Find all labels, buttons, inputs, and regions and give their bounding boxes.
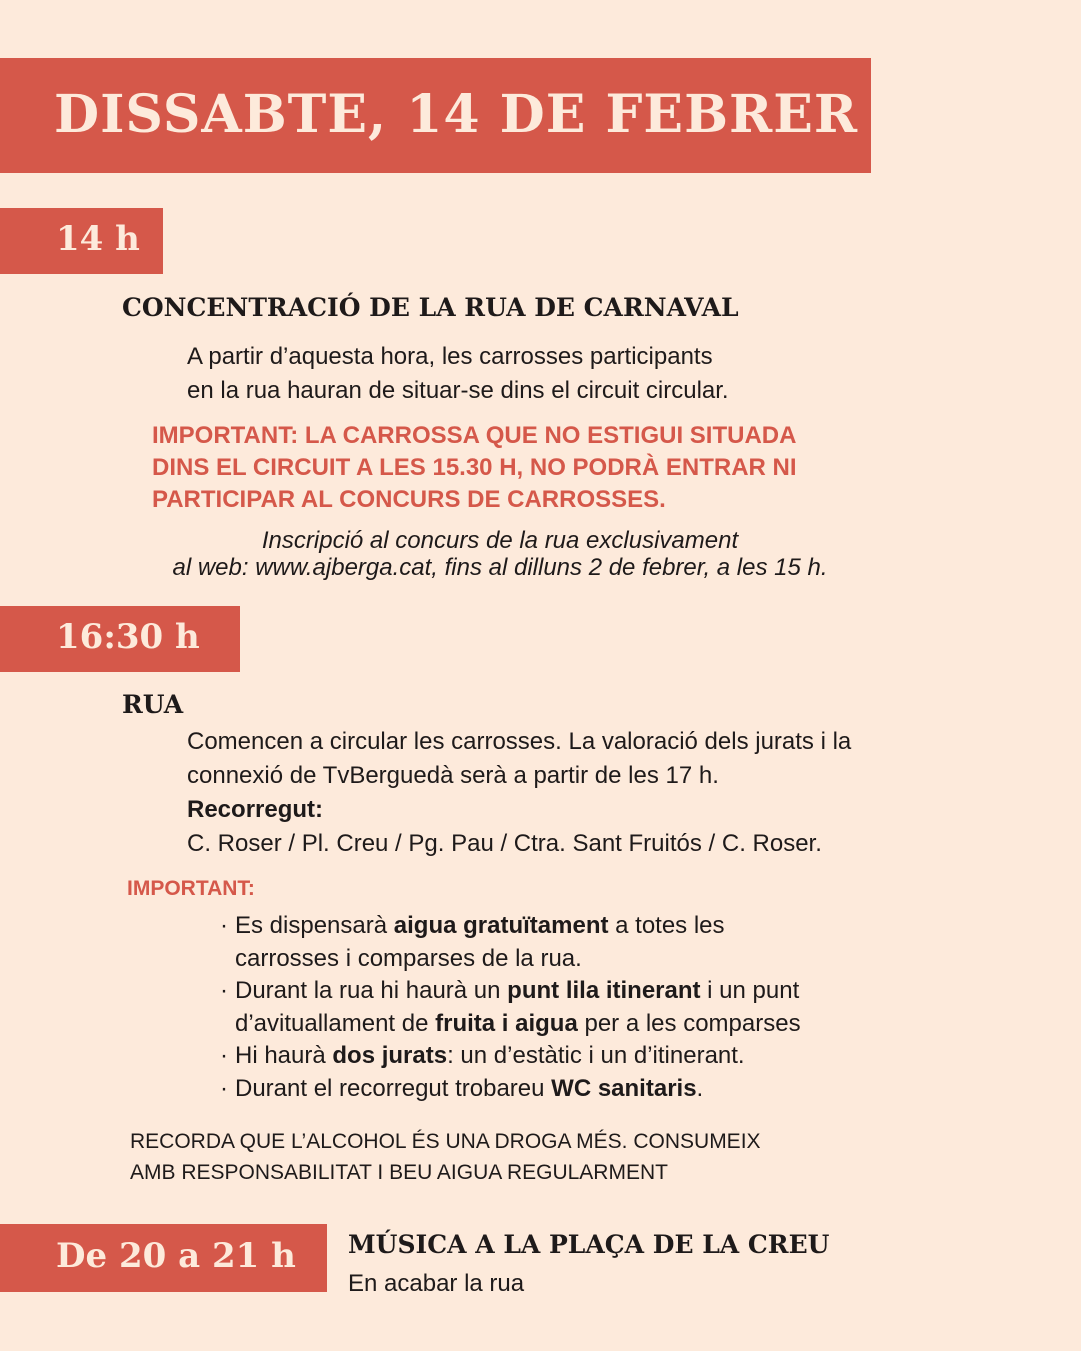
warning-line: PARTICIPAR AL CONCURS DE CARROSSES.: [152, 486, 666, 513]
reminder-line: RECORDA QUE L’ALCOHOL ÉS UNA DROGA MÉS. CONSUMEIX: [130, 1130, 761, 1153]
bullet-emphasis: punt lila itinerant: [507, 977, 701, 1004]
musica-description: En acabar la rua: [348, 1270, 525, 1297]
text-line: Comencen a circular les carrosses. La valoració dels jurats i la: [187, 728, 852, 755]
musica-heading: MÚSICA A LA PLAÇA DE LA CREU: [348, 1230, 830, 1259]
warning-line: DINS EL CIRCUIT A LES 15.30 H, NO PODRÀ ENTRAR NI: [152, 454, 797, 481]
list-item: [220, 1040, 801, 1073]
info-bullet-list: [220, 910, 801, 1105]
time-badge-14h: [0, 208, 163, 274]
bullet-text: .: [696, 1074, 704, 1102]
list-item: [220, 910, 801, 943]
warning-line: IMPORTANT: LA CARROSSA QUE NO ESTIGUI SITUADA: [152, 422, 797, 449]
bullet-text: i un punt: [700, 977, 800, 1004]
important-warning: [152, 420, 797, 516]
note-line: Inscripció al concurs de la rua exclusivament: [261, 527, 739, 554]
bullet-text: a totes les: [608, 912, 725, 939]
route-label: Recorregut:: [187, 796, 324, 823]
bullet-text: carrosses i comparses de la rua.: [235, 944, 582, 972]
bullet-text: d’avituallament de: [235, 1009, 436, 1037]
bullet-text: Hi haurà: [235, 1042, 333, 1069]
time-badge-20-21h: [0, 1224, 327, 1292]
text-line: en la rua hauran de situar-se dins el circuit circular.: [187, 377, 729, 404]
bullet-marker: ·: [220, 1042, 228, 1069]
page-title: DISSABTE, 14 DE FEBRER: [54, 84, 859, 145]
bullet-marker: ·: [220, 912, 228, 939]
note-line: al web: www.ajberga.cat, fins al dilluns 2 de febrer, a les 15 h.: [172, 554, 828, 581]
rua-heading: RUA: [122, 690, 184, 719]
list-item: [220, 1008, 801, 1041]
concentracio-description: [187, 340, 729, 408]
bullet-text: : un d’estàtic i un d’itinerant.: [447, 1042, 745, 1069]
list-item: [220, 1073, 801, 1106]
list-item: [220, 975, 801, 1008]
bullet-emphasis: fruita i aigua: [435, 1009, 578, 1037]
rua-description: [187, 725, 851, 861]
text-line: A partir d’aquesta hora, les carrosses participants: [187, 343, 713, 370]
route-text: C. Roser / Pl. Creu / Pg. Pau / Ctra. Sant Fruitós / C. Roser.: [187, 830, 822, 857]
concentracio-heading: CONCENTRACIÓ DE LA RUA DE CARNAVAL: [122, 293, 739, 322]
bullet-emphasis: aigua gratuïtament: [393, 912, 609, 939]
important-label: IMPORTANT:: [127, 877, 255, 900]
date-title-banner: [0, 58, 871, 173]
alcohol-reminder: [130, 1126, 761, 1188]
time-label: 14 h: [56, 219, 140, 259]
time-label: De 20 a 21 h: [56, 1236, 296, 1276]
bullet-text: per a les comparses: [577, 1009, 801, 1037]
bullet-emphasis: WC sanitaris: [551, 1074, 697, 1102]
bullet-emphasis: dos jurats: [332, 1042, 448, 1069]
list-item: [220, 943, 801, 976]
bullet-marker: ·: [220, 1074, 228, 1102]
bullet-marker: ·: [220, 977, 228, 1004]
bullet-text: Durant la rua hi haurà un: [235, 977, 508, 1004]
registration-note: [150, 527, 850, 581]
time-badge-1630h: [0, 606, 240, 672]
text-line: connexió de TvBerguedà serà a partir de les 17 h.: [187, 762, 719, 789]
bullet-text: Durant el recorregut trobareu: [235, 1074, 552, 1102]
time-label: 16:30 h: [56, 617, 200, 657]
reminder-line: AMB RESPONSABILITAT I BEU AIGUA REGULARMENT: [130, 1161, 668, 1184]
bullet-text: Es dispensarà: [235, 912, 394, 939]
